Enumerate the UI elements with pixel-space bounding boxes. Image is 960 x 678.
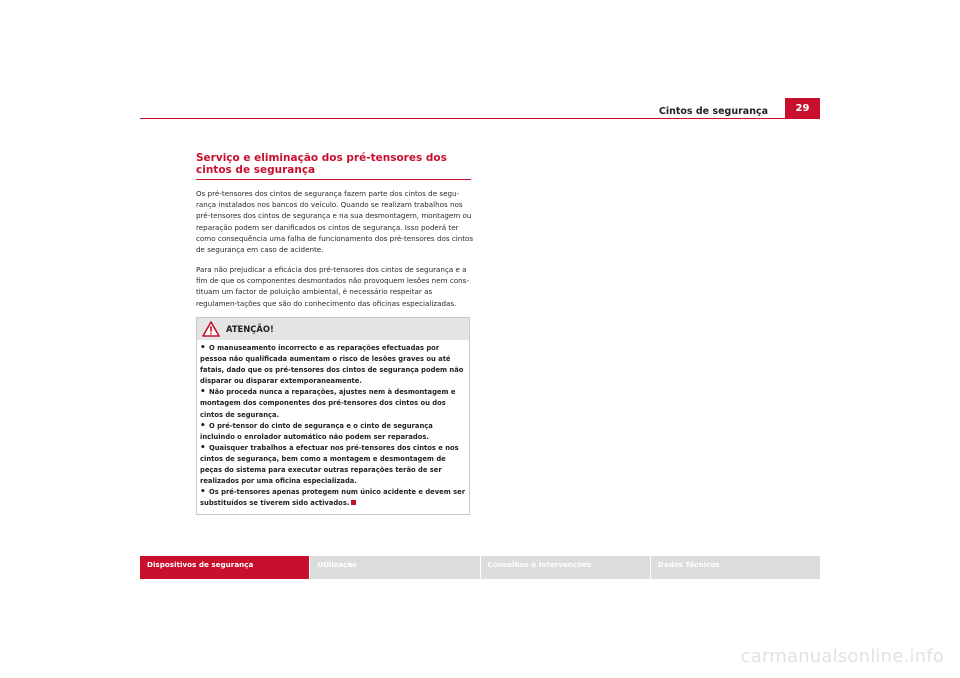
nav-tab-utilizacao[interactable]: Utilização (310, 556, 479, 579)
page-number: 29 (785, 98, 820, 119)
bullet-icon: • (200, 343, 206, 353)
warning-title: ATENÇÃO! (226, 324, 274, 334)
warning-header (197, 318, 469, 340)
section-heading-rule (196, 179, 471, 180)
bullet-icon: • (200, 387, 206, 398)
watermark: carmanualsonline.info (740, 646, 944, 667)
bullet-icon: • (200, 420, 206, 431)
nav-tab-conselhos-e-intervencoes[interactable]: Conselhos e Intervenções (481, 556, 650, 579)
bullet-icon: • (200, 487, 206, 498)
warning-box (196, 317, 470, 515)
header-divider (140, 118, 820, 119)
warning-item (200, 421, 466, 443)
section-heading: Serviço e eliminação dos pré-tensores dos cintos de segurança (196, 152, 447, 176)
nav-tab-dispositivos-de-seguranca[interactable]: Dispositivos de segurança (140, 556, 309, 579)
running-header-title: Cintos de segurança (658, 106, 768, 117)
warning-list (197, 340, 469, 509)
warning-item (200, 443, 466, 487)
warning-item-text: Os pré-tensores apenas protegem num único acidente e devem ser substituídos se tiverem sido activados. (200, 488, 466, 508)
warning-item (200, 387, 466, 420)
nav-tab-dados-tecnicos[interactable]: Dados Técnicos (651, 556, 820, 579)
section-end-square-icon (351, 500, 356, 505)
body-paragraph-1: Os pré-tensores dos cintos de segurança fazem parte dos cintos de segu-rança instalados nos bancos do veículo. Quando se realizam trabalhos nos pré-tensores dos cintos de segurança e na sua desmontagem, montagem ou reparação podem ser danificados os cintos de segurança. Isso poderá ter como consequência uma falha de funcionamento dos pré-tensores dos cintos de segurança em caso de acidente. (196, 189, 474, 255)
warning-item (200, 343, 466, 387)
body-paragraph-2: Para não prejudicar a eficácia dos pré-tensores dos cintos de segurança e a fim de que os componentes desmontados não provoquem lesões nem cons-tituam um factor de poluição ambiental, é necessário respeitar as regulamen-tações que são do conhecimento das oficinas especializadas. (196, 265, 469, 308)
warning-item-text: O pré-tensor do cinto de segurança e o cinto de segurança incluindo o enrolador automático não podem ser reparados. (200, 421, 433, 441)
warning-item-text: O manuseamento incorrecto e as reparações efectuadas por pessoa não qualificada aumentam o risco de lesões graves ou até fatais, dado que os pré-tensores dos cintos de segurança podem não disparar ou disparar extemporaneamente. (200, 344, 464, 386)
bullet-icon: • (200, 442, 206, 453)
warning-item (200, 487, 466, 509)
footer-navigation (140, 556, 820, 579)
warning-item-text: Não proceda nunca a reparações, ajustes nem à desmontagem e montagem dos componentes dos pré-tensores dos cintos ou dos cintos de segurança. (200, 388, 456, 419)
warning-item-text: Quaisquer trabalhos a efectuar nos pré-tensores dos cintos e nos cintos de segurança, bem como a montagem e desmontagem de peças do sistema para executar outras reparações terão de ser realizados por uma oficina especializada. (200, 443, 459, 486)
warning-triangle-icon (202, 321, 220, 337)
